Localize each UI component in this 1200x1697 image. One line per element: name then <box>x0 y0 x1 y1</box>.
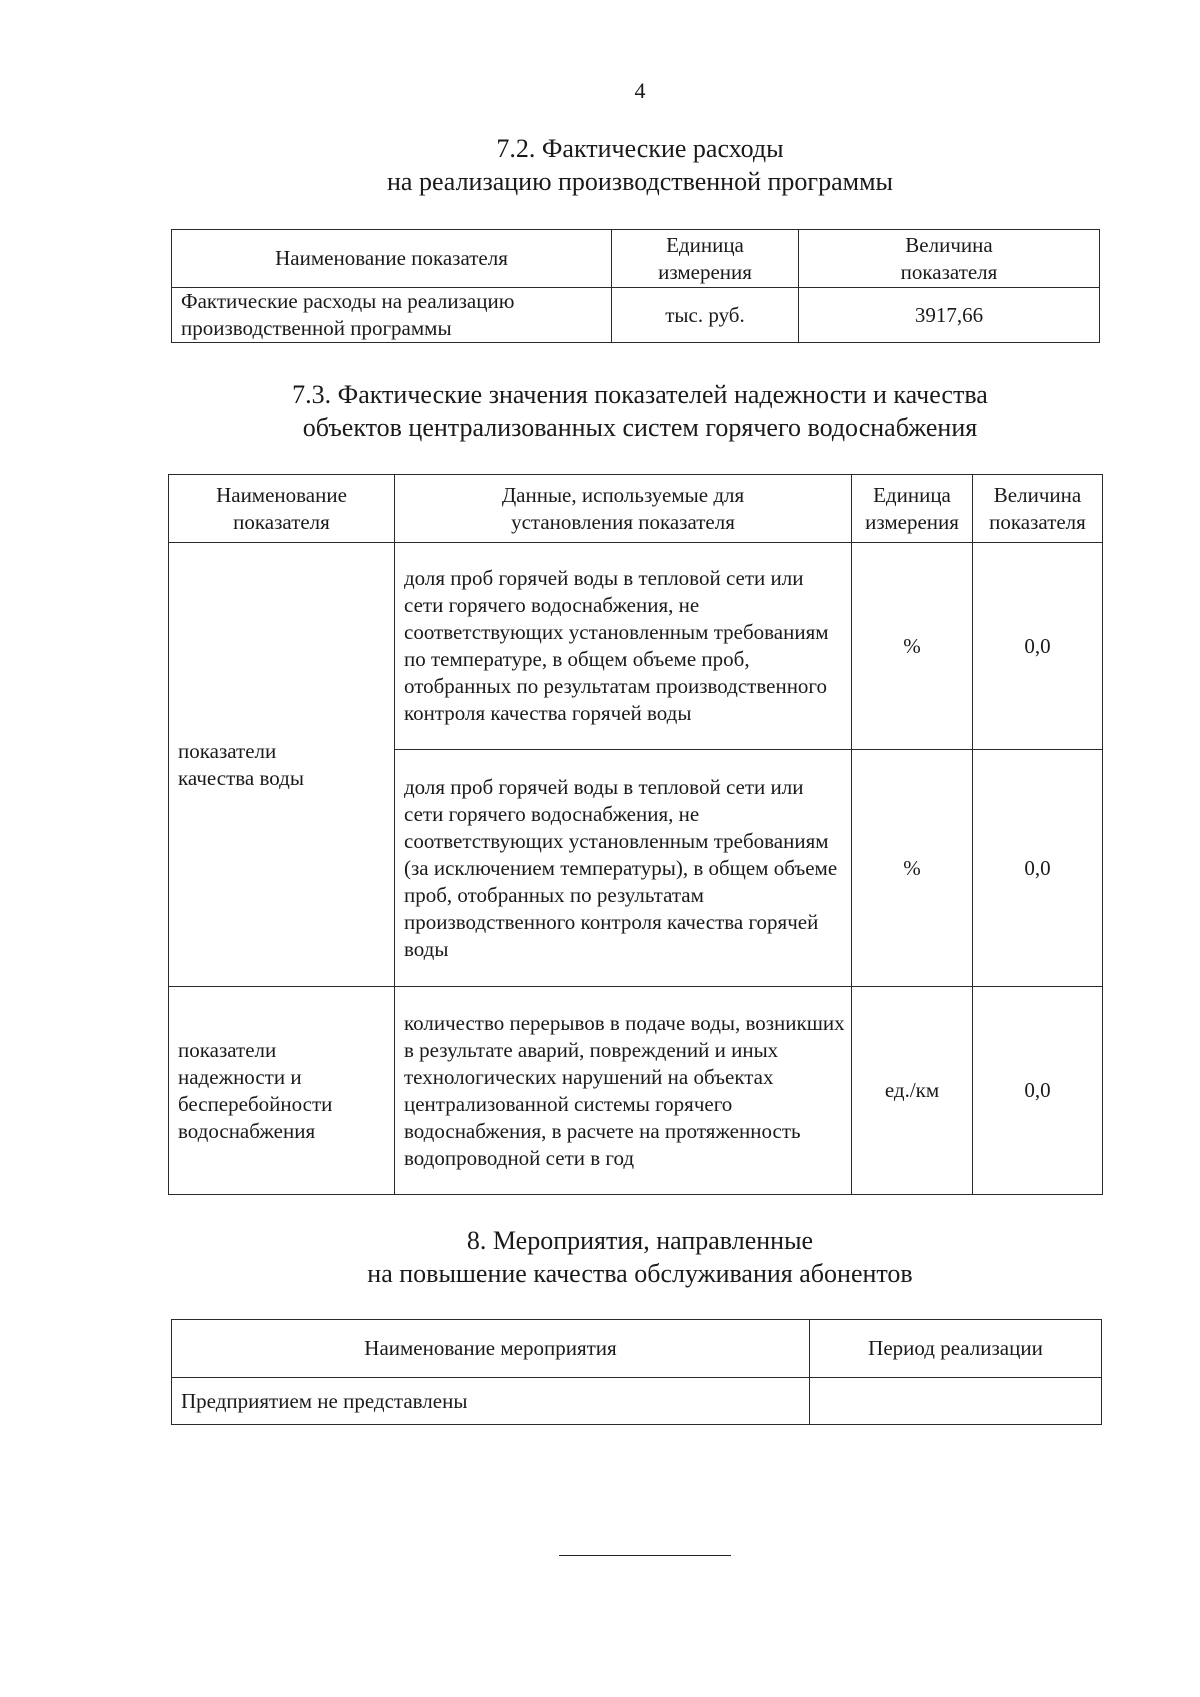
indicators-row-data: доля проб горячей воды в тепловой сети или сети горячего водоснабжения, не соответствующих установленным требованиям по температуре, в общем объеме проб, отобранных по результатам производственного контроля качества горячей воды <box>395 543 852 750</box>
indicators-row-unit: ед./км <box>852 987 973 1195</box>
indicators-header-value: Величина показателя <box>973 475 1103 543</box>
measures-table <box>171 1319 1102 1425</box>
table-row <box>172 288 1100 343</box>
section-7-3-title-line-2: объектов централизованных систем горячего водоснабжения <box>302 413 978 442</box>
measures-row-name: Предприятием не представлены <box>172 1378 810 1425</box>
expenses-table <box>171 229 1100 343</box>
indicators-row-value: 0,0 <box>973 987 1103 1195</box>
indicators-row-value: 0,0 <box>973 543 1103 750</box>
section-8-title-line-2: на повышение качества обслуживания абонентов <box>367 1259 913 1288</box>
indicators-table <box>168 474 1103 1195</box>
section-7-2-title-line-1: 7.2. Фактические расходы <box>496 134 784 163</box>
table-row <box>169 987 1103 1195</box>
expenses-header-name: Наименование показателя <box>172 230 612 288</box>
section-7-3-title <box>0 378 1200 444</box>
measures-row-period <box>810 1378 1102 1425</box>
indicators-row-data: количество перерывов в подаче воды, возникших в результате аварий, повреждений и иных технологических нарушений на объектах централизованной системы горячего водоснабжения, в расчете на протяженность водопроводной сети в год <box>395 987 852 1195</box>
expenses-row-value: 3917,66 <box>799 288 1100 343</box>
section-7-2-title-line-2: на реализацию производственной программы <box>386 167 893 196</box>
section-8-title <box>0 1224 1200 1290</box>
table-row <box>172 1378 1102 1425</box>
indicators-row-data: доля проб горячей воды в тепловой сети или сети горячего водоснабжения, не соответствующих установленным требованиям (за исключением температуры), в общем объеме проб, отобранных по результатам производственного контроля качества горячей воды <box>395 750 852 987</box>
indicators-group-name: показатели качества воды <box>169 543 395 987</box>
indicators-group-name: показатели надежности и бесперебойности водоснабжения <box>169 987 395 1195</box>
indicators-header-data: Данные, используемые для установления показателя <box>395 475 852 543</box>
indicators-row-value: 0,0 <box>973 750 1103 987</box>
indicators-header-unit: Единица измерения <box>852 475 973 543</box>
measures-header-period: Период реализации <box>810 1320 1102 1378</box>
page-number: 4 <box>634 78 646 103</box>
indicators-row-unit: % <box>852 543 973 750</box>
expenses-header-value: Величина показателя <box>799 230 1100 288</box>
table-row <box>169 543 1103 750</box>
measures-header-name: Наименование мероприятия <box>172 1320 810 1378</box>
section-8-title-line-1: 8. Мероприятия, направленные <box>466 1226 814 1255</box>
indicators-row-unit: % <box>852 750 973 987</box>
section-7-2-title <box>0 132 1200 198</box>
indicators-header-name: Наименование показателя <box>169 475 395 543</box>
expenses-row-name: Фактические расходы на реализацию производственной программы <box>172 288 612 343</box>
section-7-3-title-line-1: 7.3. Фактические значения показателей надежности и качества <box>292 380 988 409</box>
expenses-row-unit: тыс. руб. <box>612 288 799 343</box>
expenses-header-unit: Единица измерения <box>612 230 799 288</box>
end-rule <box>559 1555 731 1556</box>
